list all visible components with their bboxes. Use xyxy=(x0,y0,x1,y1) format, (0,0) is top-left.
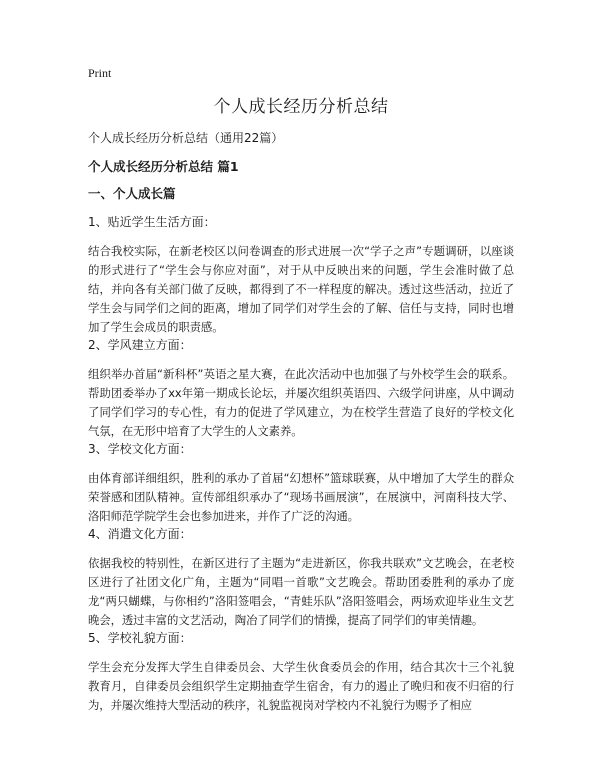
section-body: 组织举办首届“新科杯”英语之星大赛，在此次活动中也加强了与外校学生会的联系。帮助团委举办了xx年第一期成长论坛，并屡次组织英语四、六级学问讲座，从中调动了同学们学习的专心性，有力的促进了学风建立，为在校学生营造了良好的学校文化气氛，在无形中培育了大学生的人文素养。 xyxy=(88,367,514,438)
section-5 xyxy=(88,630,514,715)
section-heading: 3、学校文化方面： xyxy=(88,442,192,456)
section-3 xyxy=(88,441,514,526)
section-body: 学生会充分发挥大学生自律委员会、大学生伙食委员会的作用，结合其次十三个礼貌教育月，自律委员会组织学生定期抽查学生宿舍，有力的遏止了晚归和夜不归宿的行为，并屡次维持大型活动的秩序，礼貌监视岗对学校内不礼貌行为赐予了相应 xyxy=(88,660,514,712)
section-heading: 1、贴近学生生活方面： xyxy=(88,215,216,229)
section-body: 结合我校实际，在新老校区以问卷调查的形式进展一次“学子之声”专题调研，以座谈的形式进行了“学生会与你应对面”，对于从中反映出来的问题，学生会准时做了总结，并向各有关部门做了反映，都得到了不一样程度的解决。透过这些活动，拉近了学生会与同学们之间的距离，增加了同学们对学生会的了解、信任与支持，同时也增加了学生会成员的职责感。 xyxy=(88,244,514,334)
section-body: 由体育部详细组织，胜利的承办了首届“幻想杯”篮球联赛，从中增加了大学生的群众荣誉感和团队精神。宣传部组织承办了“现场书画展演”，在展演中，河南科技大学、洛阳师范学院学生会也参加进来，并作了广泛的沟通。 xyxy=(88,471,514,523)
print-label[interactable]: Print xyxy=(88,66,112,80)
section-heading: 5、学校礼貌方面： xyxy=(88,631,192,645)
section-heading: 2、学风建立方面： xyxy=(88,338,192,352)
section-1 xyxy=(88,214,514,337)
section-heading: 4、消遣文化方面： xyxy=(88,527,192,541)
part-heading: 一、个人成长篇 xyxy=(88,186,176,201)
document-page xyxy=(88,66,514,715)
section-4 xyxy=(88,526,514,630)
document-title: 个人成长经历分析总结 xyxy=(213,97,389,117)
article-heading: 个人成长经历分析总结 篇1 xyxy=(88,159,239,174)
document-subtitle: 个人成长经历分析总结（通用22篇） xyxy=(88,131,284,145)
section-body: 依据我校的特别性，在新区进行了主题为“走进新区，你我共联欢”文艺晚会，在老校区进行了社团文化广角，主题为“同唱一首歌”文艺晚会。帮助团委胜利的承办了庞龙“两只蝴蝶，与你相约”洛阳签唱会，“青蛙乐队”洛阳签唱会，两场欢迎毕业生文艺晚会，透过丰富的文艺活动，陶冶了同学们的情操，提高了同学们的审美情趣。 xyxy=(88,556,514,627)
section-2 xyxy=(88,337,514,441)
